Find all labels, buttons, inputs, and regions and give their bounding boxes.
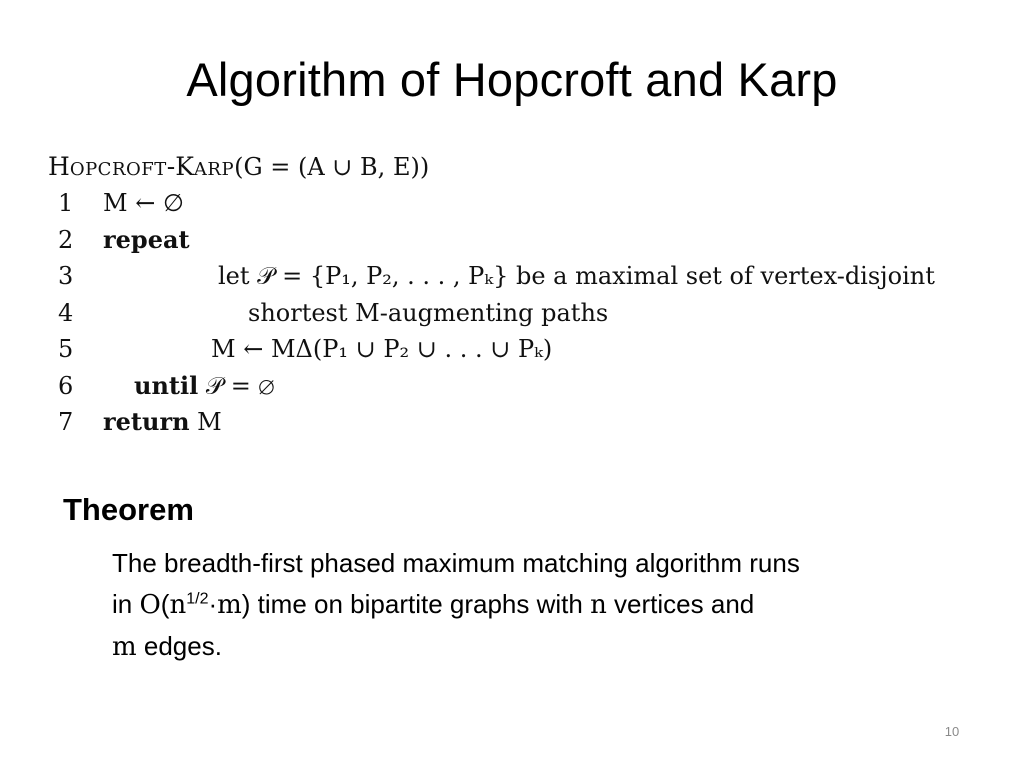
line-text: let 𝒫 = {P₁, P₂, . . . , Pₖ} be a maximal set of vertex-disjoint [218,262,935,290]
algorithm-name-arp: ARP [193,159,235,180]
math-m: m [217,590,242,620]
algorithm-line [48,258,988,295]
keyword-repeat: repeat [103,224,190,254]
algorithm-line [48,404,988,441]
line-number: 5 [58,335,74,363]
theorem-line-2 [112,584,972,626]
line-number: 4 [58,298,74,327]
theorem-text: edges. [136,631,222,661]
algorithm-line [48,331,988,368]
keyword-return: return [103,407,190,436]
algorithm-name-initial-k: K [175,152,194,181]
line-number: 7 [58,408,74,436]
dot-operator: · [208,589,218,619]
theorem-text: vertices and [606,589,755,619]
algorithm-name-dash: - [166,152,176,181]
line-text: M ← ∅ [103,189,184,217]
math-n: n [590,590,607,620]
algorithm-name-initial-h: H [48,152,70,181]
line-number: 2 [58,225,74,254]
line-number: 3 [58,262,74,290]
line-text: 𝒫 = ∅ [198,371,275,400]
theorem-heading: Theorem [63,492,194,527]
math-m: m [112,632,137,662]
page-number: 10 [944,724,960,739]
theorem-line-1: The breadth-first phased maximum matching algorithm runs [112,548,800,578]
line-number: 6 [58,371,74,400]
keyword-until: until [134,370,199,400]
big-o-symbol: O [139,590,161,620]
theorem-body [112,543,972,668]
algorithm-line [48,295,988,332]
algorithm-header [48,148,988,185]
math-n: n [169,590,187,620]
algorithm-line [48,222,988,259]
algorithm-line [48,185,988,222]
algorithm-name-opcroft: OPCROFT [69,159,167,180]
algorithm-signature: (G = (A ∪ B, E)) [234,153,430,181]
algorithm-line [48,368,988,405]
theorem-text: in [112,589,140,619]
theorem-text: ) time on bipartite graphs with [241,589,591,619]
exponent: 1/2 [186,590,209,608]
line-number: 1 [58,189,74,217]
algorithm-block [48,148,988,441]
line-text: M ← MΔ(P₁ ∪ P₂ ∪ . . . ∪ Pₖ) [211,335,553,363]
line-text: M [189,408,222,436]
theorem-line-3 [112,626,972,668]
slide-title: Algorithm of Hopcroft and Karp [186,53,838,106]
line-text: shortest M-augmenting paths [248,298,609,327]
theorem-text: ( [160,589,170,619]
